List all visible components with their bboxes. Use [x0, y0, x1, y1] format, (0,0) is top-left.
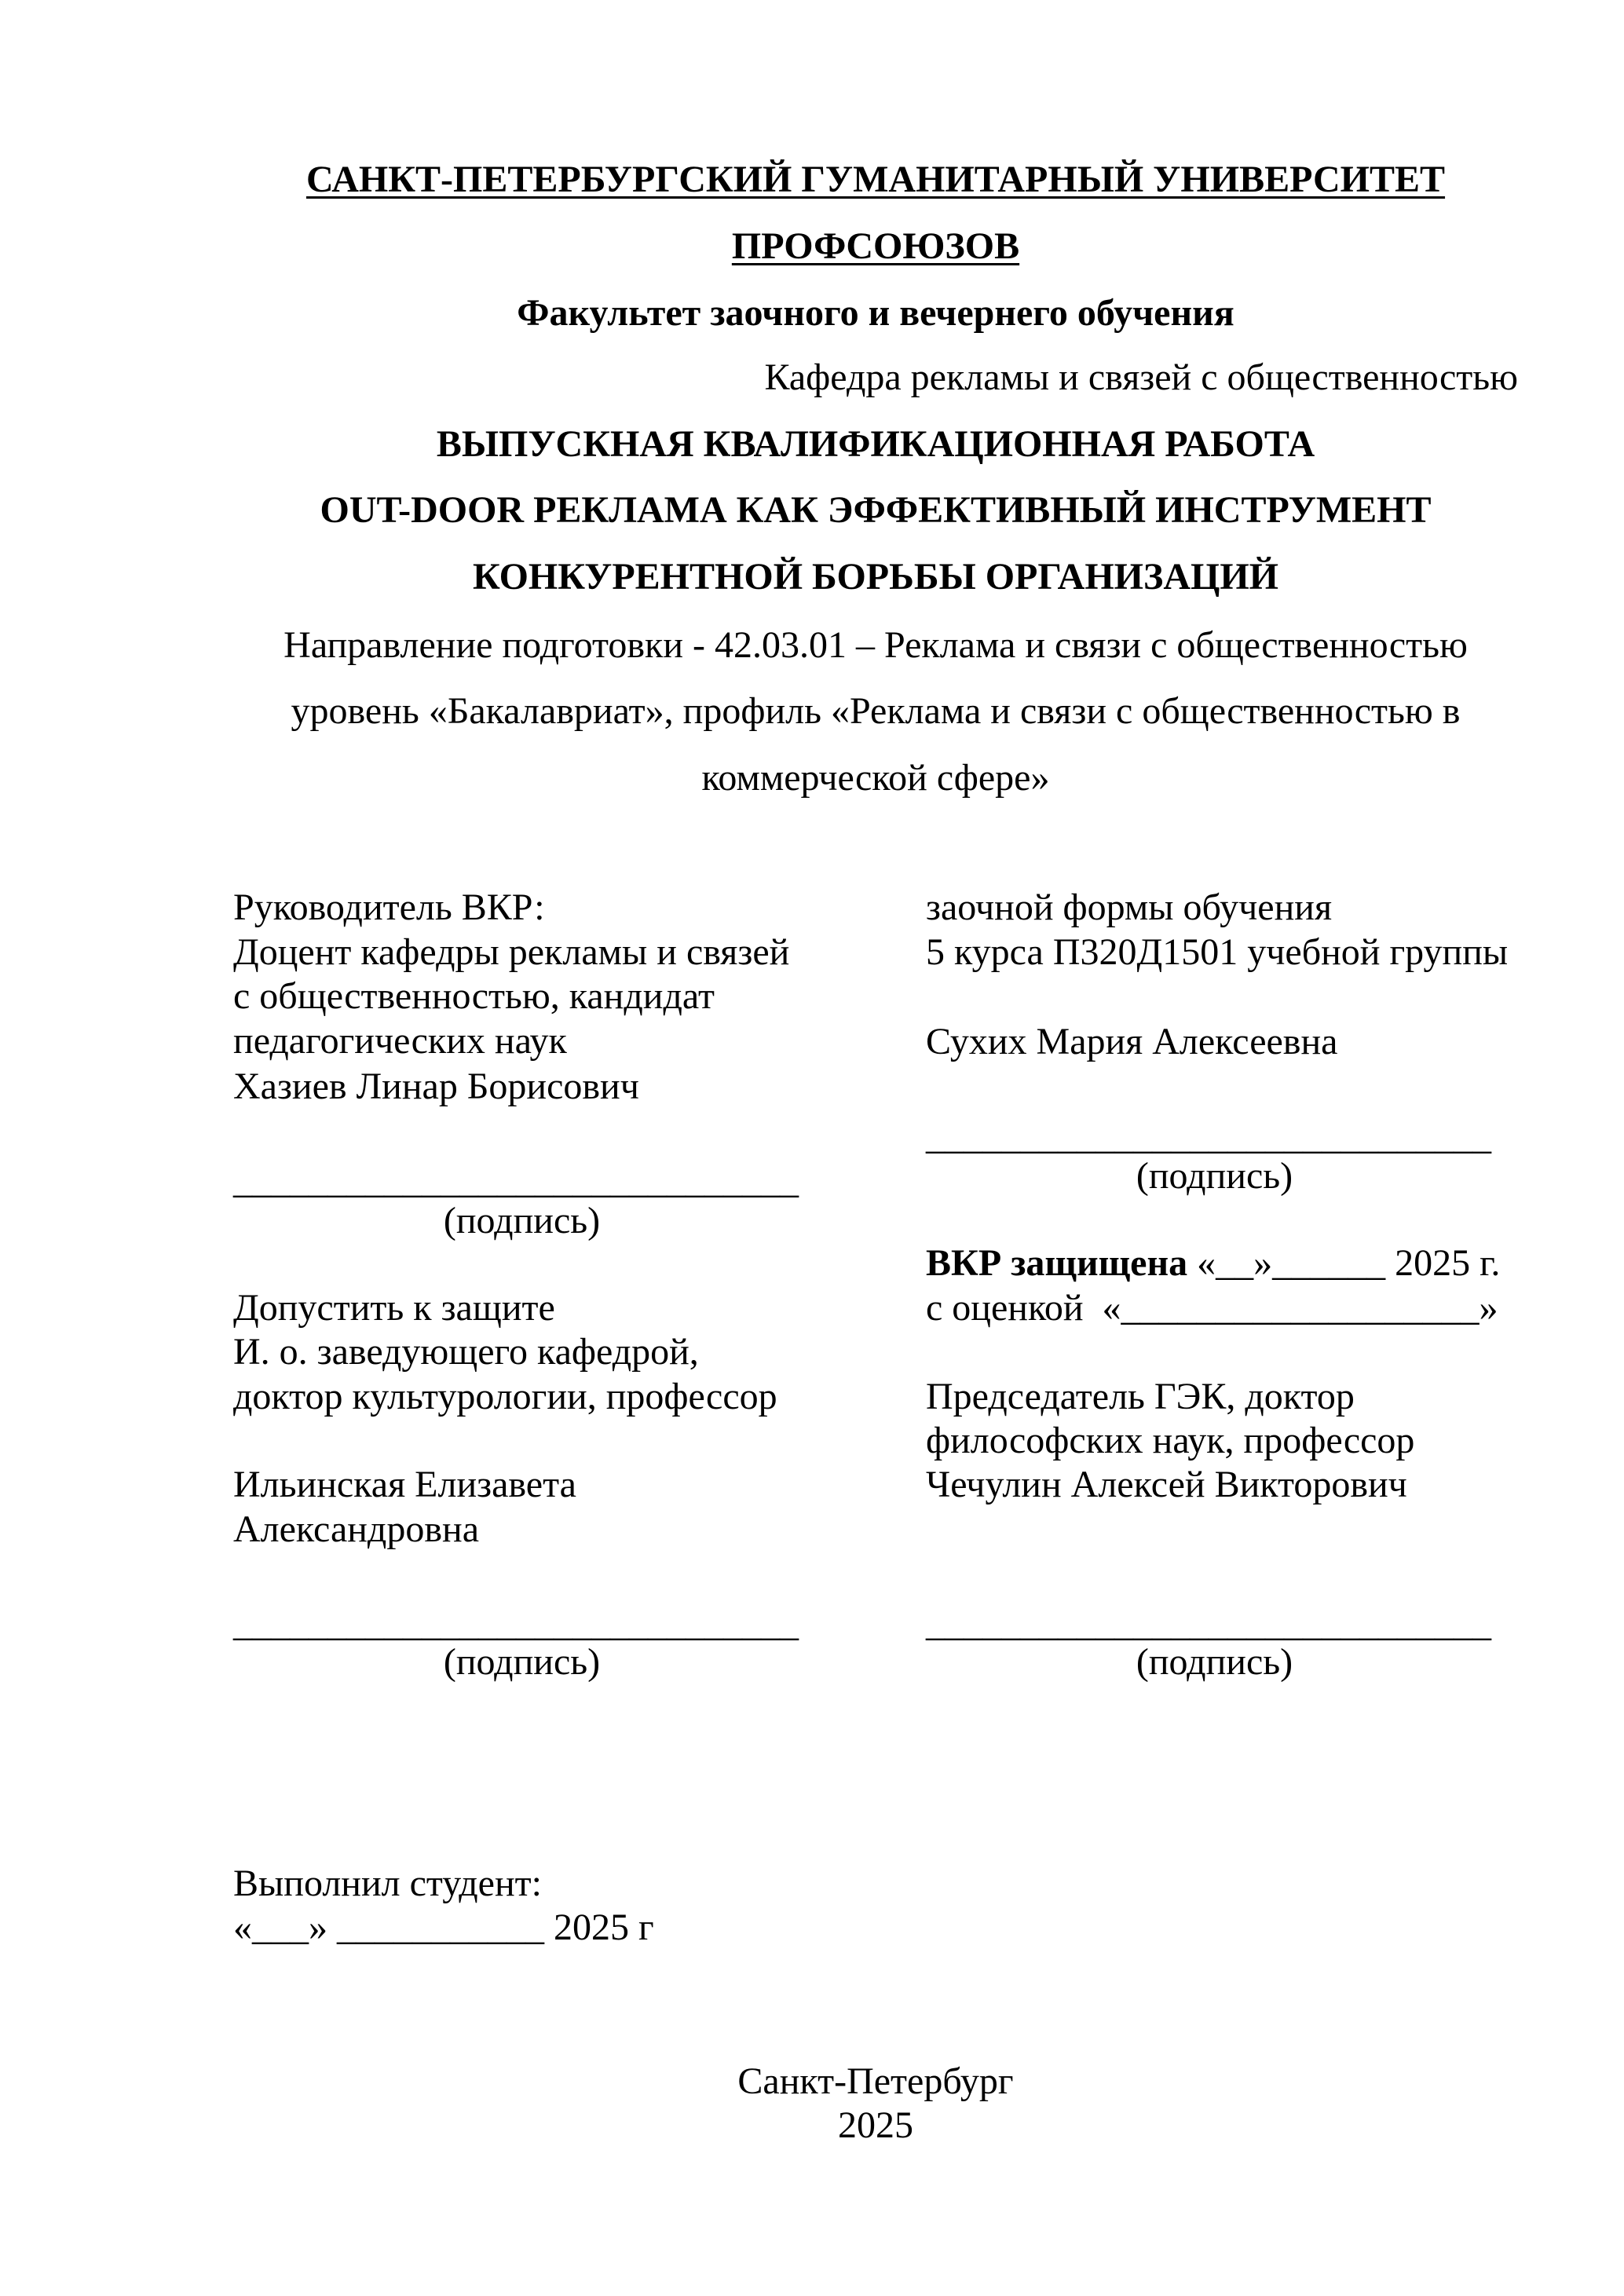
supervisor-position: с общественностью, кандидат: [233, 975, 715, 1017]
signature-line: ______________________________: [926, 1603, 1491, 1644]
signature-label: (подпись): [1136, 1641, 1293, 1683]
topic-line2: КОНКУРЕНТНОЙ БОРЬБЫ ОРГАНИЗАЦИЙ: [472, 556, 1279, 598]
head-name: Александровна: [233, 1508, 480, 1550]
signature-label: (подпись): [443, 1641, 601, 1683]
signature-label: (подпись): [443, 1200, 601, 1241]
student-name: Сухих Мария Алексеевна: [926, 1021, 1338, 1062]
topic-line1: OUT-DOOR РЕКЛАМА КАК ЭФФЕКТИВНЫЙ ИНСТРУМЕНТ: [320, 489, 1432, 531]
completed-date: «___» ___________ 2025 г: [233, 1907, 654, 1948]
defense-label: ВКР защищена: [926, 1242, 1188, 1284]
direction-line2: уровень «Бакалавриат», профиль «Реклама и связи с общественностью в: [291, 690, 1461, 732]
grade: с оценкой «___________________»: [926, 1287, 1498, 1329]
university-name-line1: САНКТ-ПЕТЕРБУРГСКИЙ ГУМАНИТАРНЫЙ УНИВЕРСИТЕТ: [305, 159, 1446, 200]
department: Кафедра рекламы и связей с общественностью: [764, 356, 1518, 398]
direction-line1: Направление подготовки - 42.03.01 – Реклама и связи с общественностью: [283, 624, 1468, 666]
head-position: И. о. заведующего кафедрой,: [233, 1331, 699, 1373]
university-name-line2: ПРОФСОЮЗОВ: [731, 225, 1020, 267]
city: Санкт-Петербург: [737, 2060, 1014, 2102]
supervisor-degree: педагогических наук: [233, 1020, 567, 1062]
signature-line: ______________________________: [233, 1603, 799, 1644]
chair-degree: философских наук, профессор: [926, 1420, 1415, 1461]
faculty: Факультет заочного и вечернего обучения: [517, 292, 1234, 334]
head-name: Ильинская Елизавета: [233, 1464, 576, 1505]
defense-status: [926, 1241, 1500, 1285]
completed-label: Выполнил студент:: [233, 1863, 542, 1904]
supervisor-label: Руководитель ВКР:: [233, 887, 545, 928]
defense-date: «__»______ 2025 г.: [1187, 1242, 1501, 1284]
direction-line3: коммерческой сфере»: [701, 757, 1050, 799]
chair-name: Чечулин Алексей Викторович: [926, 1464, 1407, 1505]
head-degree: доктор культурологии, профессор: [233, 1376, 777, 1417]
admit-label: Допустить к защите: [233, 1287, 555, 1329]
signature-line: ______________________________: [926, 1116, 1491, 1157]
student-form: заочной формы обучения: [926, 887, 1333, 928]
signature-label: (подпись): [1136, 1155, 1293, 1197]
supervisor-name: Хазиев Линар Борисович: [233, 1066, 639, 1107]
work-type: ВЫПУСКНАЯ КВАЛИФИКАЦИОННАЯ РАБОТА: [436, 423, 1315, 465]
chair-position: Председатель ГЭК, доктор: [926, 1376, 1355, 1417]
supervisor-position: Доцент кафедры рекламы и связей: [233, 931, 790, 973]
student-group: 5 курса П320Д1501 учебной группы: [926, 931, 1509, 973]
signature-line: ______________________________: [233, 1160, 799, 1201]
year: 2025: [838, 2104, 913, 2146]
